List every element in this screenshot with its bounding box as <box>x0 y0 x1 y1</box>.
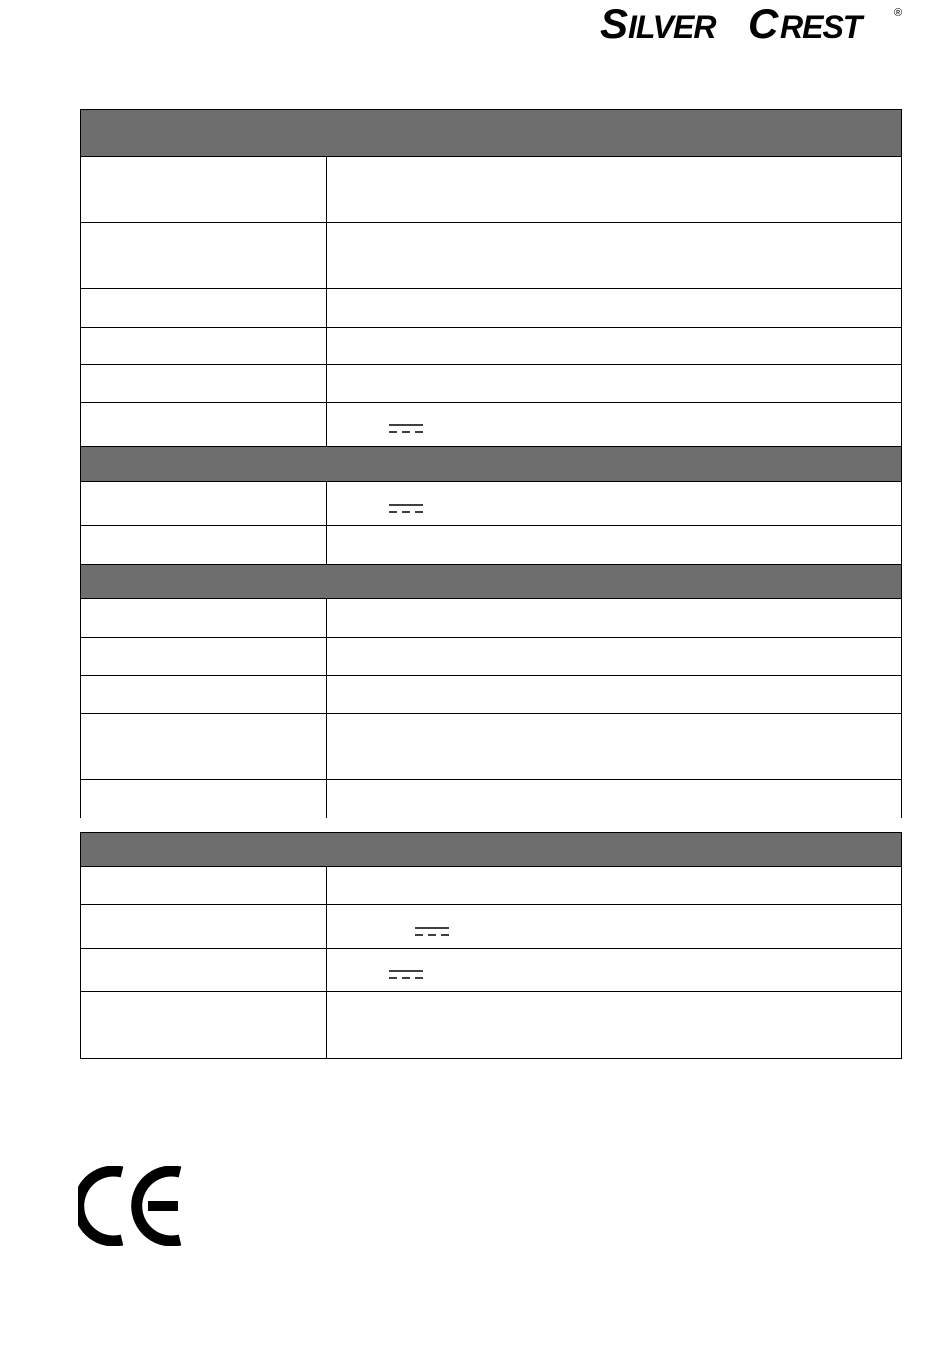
table-row <box>80 526 902 564</box>
row-label <box>80 482 327 525</box>
table-row <box>80 365 902 403</box>
table-row <box>80 157 902 223</box>
row-value <box>327 328 902 364</box>
row-label <box>80 905 327 948</box>
row-value <box>327 676 902 713</box>
row-label <box>80 867 327 904</box>
table-row <box>80 714 902 780</box>
row-label <box>80 365 327 402</box>
row-label <box>80 949 327 991</box>
direct-current-symbol-icon <box>389 423 423 435</box>
table-row <box>80 780 902 818</box>
row-value <box>327 780 902 818</box>
row-value <box>327 599 902 637</box>
spec-table-1 <box>80 109 902 818</box>
row-label <box>80 526 327 564</box>
table-row <box>80 328 902 365</box>
section-header <box>80 109 902 157</box>
ce-mark-icon <box>78 1166 186 1246</box>
row-value <box>327 714 902 779</box>
row-label <box>80 992 327 1058</box>
table-row <box>80 676 902 714</box>
row-label <box>80 676 327 713</box>
table-row <box>80 403 902 446</box>
row-value <box>327 905 902 948</box>
row-value <box>327 992 902 1058</box>
row-label <box>80 714 327 779</box>
registered-mark: ® <box>894 7 903 19</box>
row-label <box>80 223 327 288</box>
row-value <box>327 289 902 327</box>
table-row <box>80 949 902 992</box>
svg-text:S: S <box>600 2 628 46</box>
table-row <box>80 289 902 328</box>
table-row <box>80 223 902 289</box>
silvercrest-logo <box>598 2 908 46</box>
row-value <box>327 403 902 446</box>
svg-text:C: C <box>748 2 778 46</box>
table-row <box>80 599 902 638</box>
svg-text:REST: REST <box>780 9 862 45</box>
section-header <box>80 832 902 867</box>
table-row <box>80 638 902 676</box>
row-label <box>80 780 327 818</box>
row-label <box>80 403 327 446</box>
row-value <box>327 365 902 402</box>
row-value <box>327 223 902 288</box>
row-value <box>327 482 902 525</box>
table-row <box>80 905 902 949</box>
table-row <box>80 992 902 1059</box>
row-label <box>80 328 327 364</box>
row-value <box>327 157 902 222</box>
row-value <box>327 526 902 564</box>
svg-text:ILVER: ILVER <box>628 9 716 45</box>
row-value <box>327 638 902 675</box>
row-label <box>80 289 327 327</box>
table-row <box>80 482 902 526</box>
section-header <box>80 564 902 599</box>
row-label <box>80 638 327 675</box>
row-value <box>327 949 902 991</box>
row-label <box>80 599 327 637</box>
direct-current-symbol-icon <box>389 503 423 515</box>
row-label <box>80 157 327 222</box>
direct-current-symbol-icon <box>389 969 423 981</box>
section-header <box>80 446 902 482</box>
spec-table-2 <box>80 832 902 1059</box>
row-value <box>327 867 902 904</box>
direct-current-symbol-icon <box>415 926 449 938</box>
table-row <box>80 867 902 905</box>
